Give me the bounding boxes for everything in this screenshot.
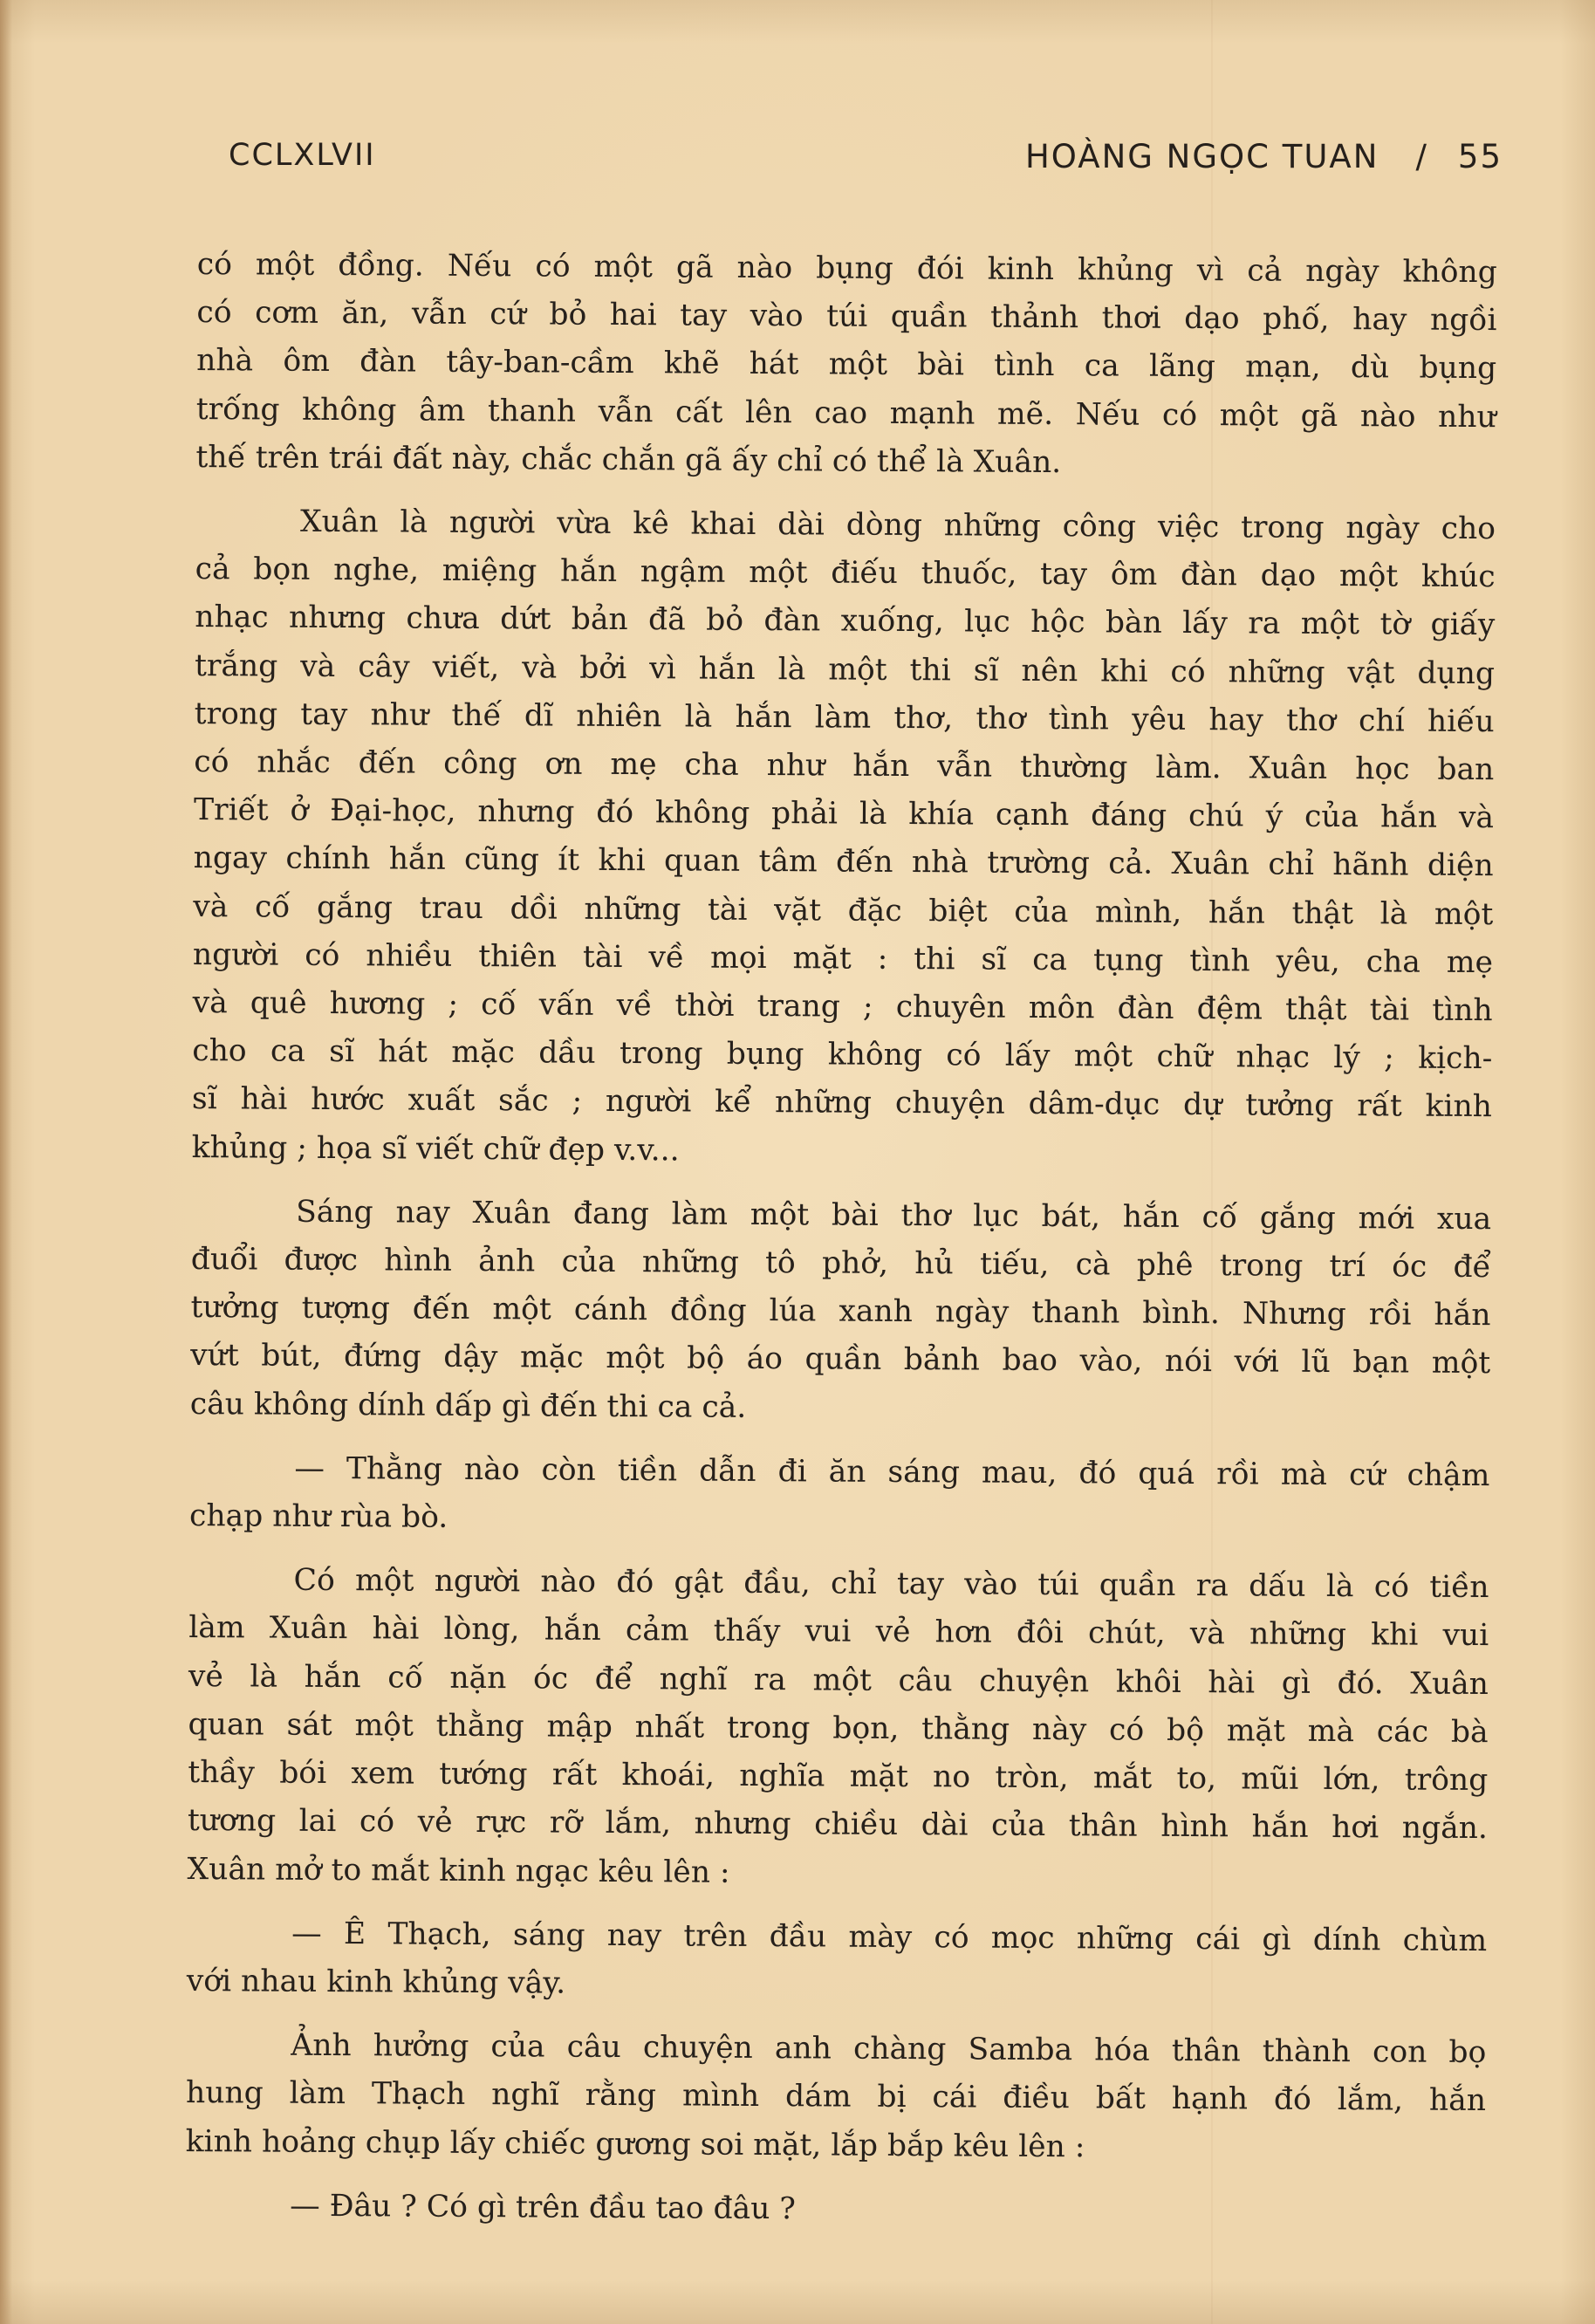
text-line: có cơm ăn, vẫn cứ bỏ hai tay vào túi quần thảnh thơi dạo phố, hay ngồi: [196, 295, 1497, 339]
text-line: sĩ hài hước xuất sắc ; người kể những chuyện dâm-dục dự tưởng rất kinh: [191, 1081, 1493, 1125]
text-line: làm Xuân hài lòng, hắn cảm thấy vui vẻ hơn đôi chút, và những khi vui: [188, 1610, 1489, 1654]
paragraph: [185, 2182, 1485, 2238]
text-line: ngay chính hắn cũng ít khi quan tâm đến nhà trường cả. Xuân chỉ hãnh diện: [193, 840, 1494, 884]
text-line: cả bọn nghe, miệng hắn ngậm một điếu thuốc, tay ôm đàn dạo một khúc: [195, 552, 1496, 595]
chapter-numeral: CCLXLVII: [229, 138, 376, 173]
text-line: quan sát một thằng mập nhất trong bọn, thằng này có bộ mặt mà các bà: [188, 1706, 1489, 1750]
text-line: đuổi được hình ảnh của những tô phở, hủ tiếu, cà phê trong trí óc để: [190, 1242, 1491, 1285]
text-line: — Ê Thạch, sáng nay trên đầu mày có mọc những cái gì dính chùm: [291, 1916, 1488, 1958]
text-line: với nhau kinh khủng vậy.: [186, 1963, 566, 2001]
text-line: Xuân là người vừa kê khai dài dòng những công việc trong ngày cho: [299, 504, 1496, 547]
text-line: vứt bút, đứng dậy mặc một bộ áo quần bảnh bao vào, nói với lũ bạn một: [190, 1338, 1491, 1381]
text-line: — Đâu ? Có gì trên đầu tao đâu ?: [290, 2188, 797, 2226]
paragraph: [190, 1188, 1492, 1436]
text-line: có nhắc đến công ơn mẹ cha như hắn vẫn thường làm. Xuân học ban: [194, 744, 1495, 788]
page-edge-shadow: [0, 0, 12, 2324]
text-line: khủng ; họa sĩ viết chữ đẹp v.v...: [191, 1129, 680, 1169]
text-line: hung làm Thạch nghĩ rằng mình dám bị cái điều bất hạnh đó lắm, hắn: [185, 2075, 1487, 2119]
text-line: kinh hoảng chụp lấy chiếc gương soi mặt, lắp bắp kêu lên :: [185, 2123, 1085, 2164]
text-line: nhà ôm đàn tây-ban-cầm khẽ hát một bài tình ca lãng mạn, dù bụng: [196, 343, 1497, 387]
header-separator: /: [1415, 138, 1428, 175]
text-line: người có nhiều thiên tài về mọi mặt : thi sĩ ca tụng tình yêu, cha mẹ: [192, 936, 1494, 980]
text-line: vẻ là hắn cố nặn óc để nghĩ ra một câu chuyện khôi hài gì đó. Xuân: [188, 1658, 1489, 1702]
text-line: cho ca sĩ hát mặc dầu trong bụng không có lấy một chữ nhạc lý ; kịch-: [192, 1033, 1493, 1077]
paragraph: [191, 497, 1496, 1180]
author-and-page: [1025, 138, 1503, 175]
text-line: có một đồng. Nếu có một gã nào bụng đói kinh khủng vì cả ngày không: [196, 246, 1497, 291]
text-line: thế trên trái đất này, chắc chắn gã ấy chỉ có thể là Xuân.: [195, 439, 1062, 480]
text-line: tương lai có vẻ rực rỡ lắm, nhưng chiều dài của thân hình hắn hơi ngắn.: [187, 1803, 1489, 1847]
text-line: Triết ở Đại-học, nhưng đó không phải là khía cạnh đáng chú ý của hắn và: [193, 792, 1495, 836]
running-header: [229, 138, 1503, 190]
text-line: tưởng tượng đến một cánh đồng lúa xanh ngày thanh bình. Nhưng rồi hắn: [190, 1290, 1491, 1333]
text-line: trống không âm thanh vẫn cất lên cao mạnh mẽ. Nếu có một gã nào như: [195, 391, 1496, 435]
text-line: nhạc nhưng chưa dứt bản đã bỏ đàn xuống, lục hộc bàn lấy ra một tờ giấy: [195, 600, 1496, 643]
paragraph: [187, 1556, 1489, 1902]
paragraph: [195, 241, 1497, 490]
paragraph: [189, 1444, 1490, 1549]
paragraph: [186, 2021, 1487, 2174]
text-line: chạp như rùa bò.: [188, 1498, 448, 1535]
page-number: 55: [1457, 138, 1503, 175]
body-text: [185, 241, 1497, 2253]
text-line: và cố gắng trau dồi những tài vặt đặc biệt của mình, hắn thật là một: [193, 888, 1494, 932]
text-line: — Thằng nào còn tiền dẫn đi ăn sáng mau, đó quá rồi mà cứ chậm: [294, 1450, 1490, 1493]
text-line: trong tay như thế dĩ nhiên là hắn làm thơ, thơ tình yêu hay thơ chí hiếu: [194, 696, 1495, 739]
text-line: câu không dính dấp gì đến thi ca cả.: [189, 1386, 747, 1425]
text-line: thầy bói xem tướng rất khoái, nghĩa mặt no tròn, mắt to, mũi lớn, trông: [188, 1755, 1489, 1799]
text-line: và quê hương ; cố vấn về thời trang ; chuyên môn đàn đệm thật tài tình: [192, 985, 1493, 1029]
author-name: HOÀNG NGỌC TUAN: [1024, 138, 1379, 175]
text-line: Xuân mở to mắt kinh ngạc kêu lên :: [187, 1851, 730, 1890]
text-line: Sáng nay Xuân đang làm một bài thơ lục bát, hắn cố gắng mới xua: [296, 1194, 1492, 1237]
text-line: Ảnh hưởng của câu chuyện anh chàng Samba hóa thân thành con bọ: [291, 2027, 1487, 2071]
text-line: Có một người nào đó gật đầu, chỉ tay vào túi quần ra dấu là có tiền: [293, 1562, 1489, 1606]
paragraph: [187, 1909, 1488, 2014]
text-line: trắng và cây viết, và bởi vì hắn là một thi sĩ nên khi có những vật dụng: [194, 648, 1496, 691]
